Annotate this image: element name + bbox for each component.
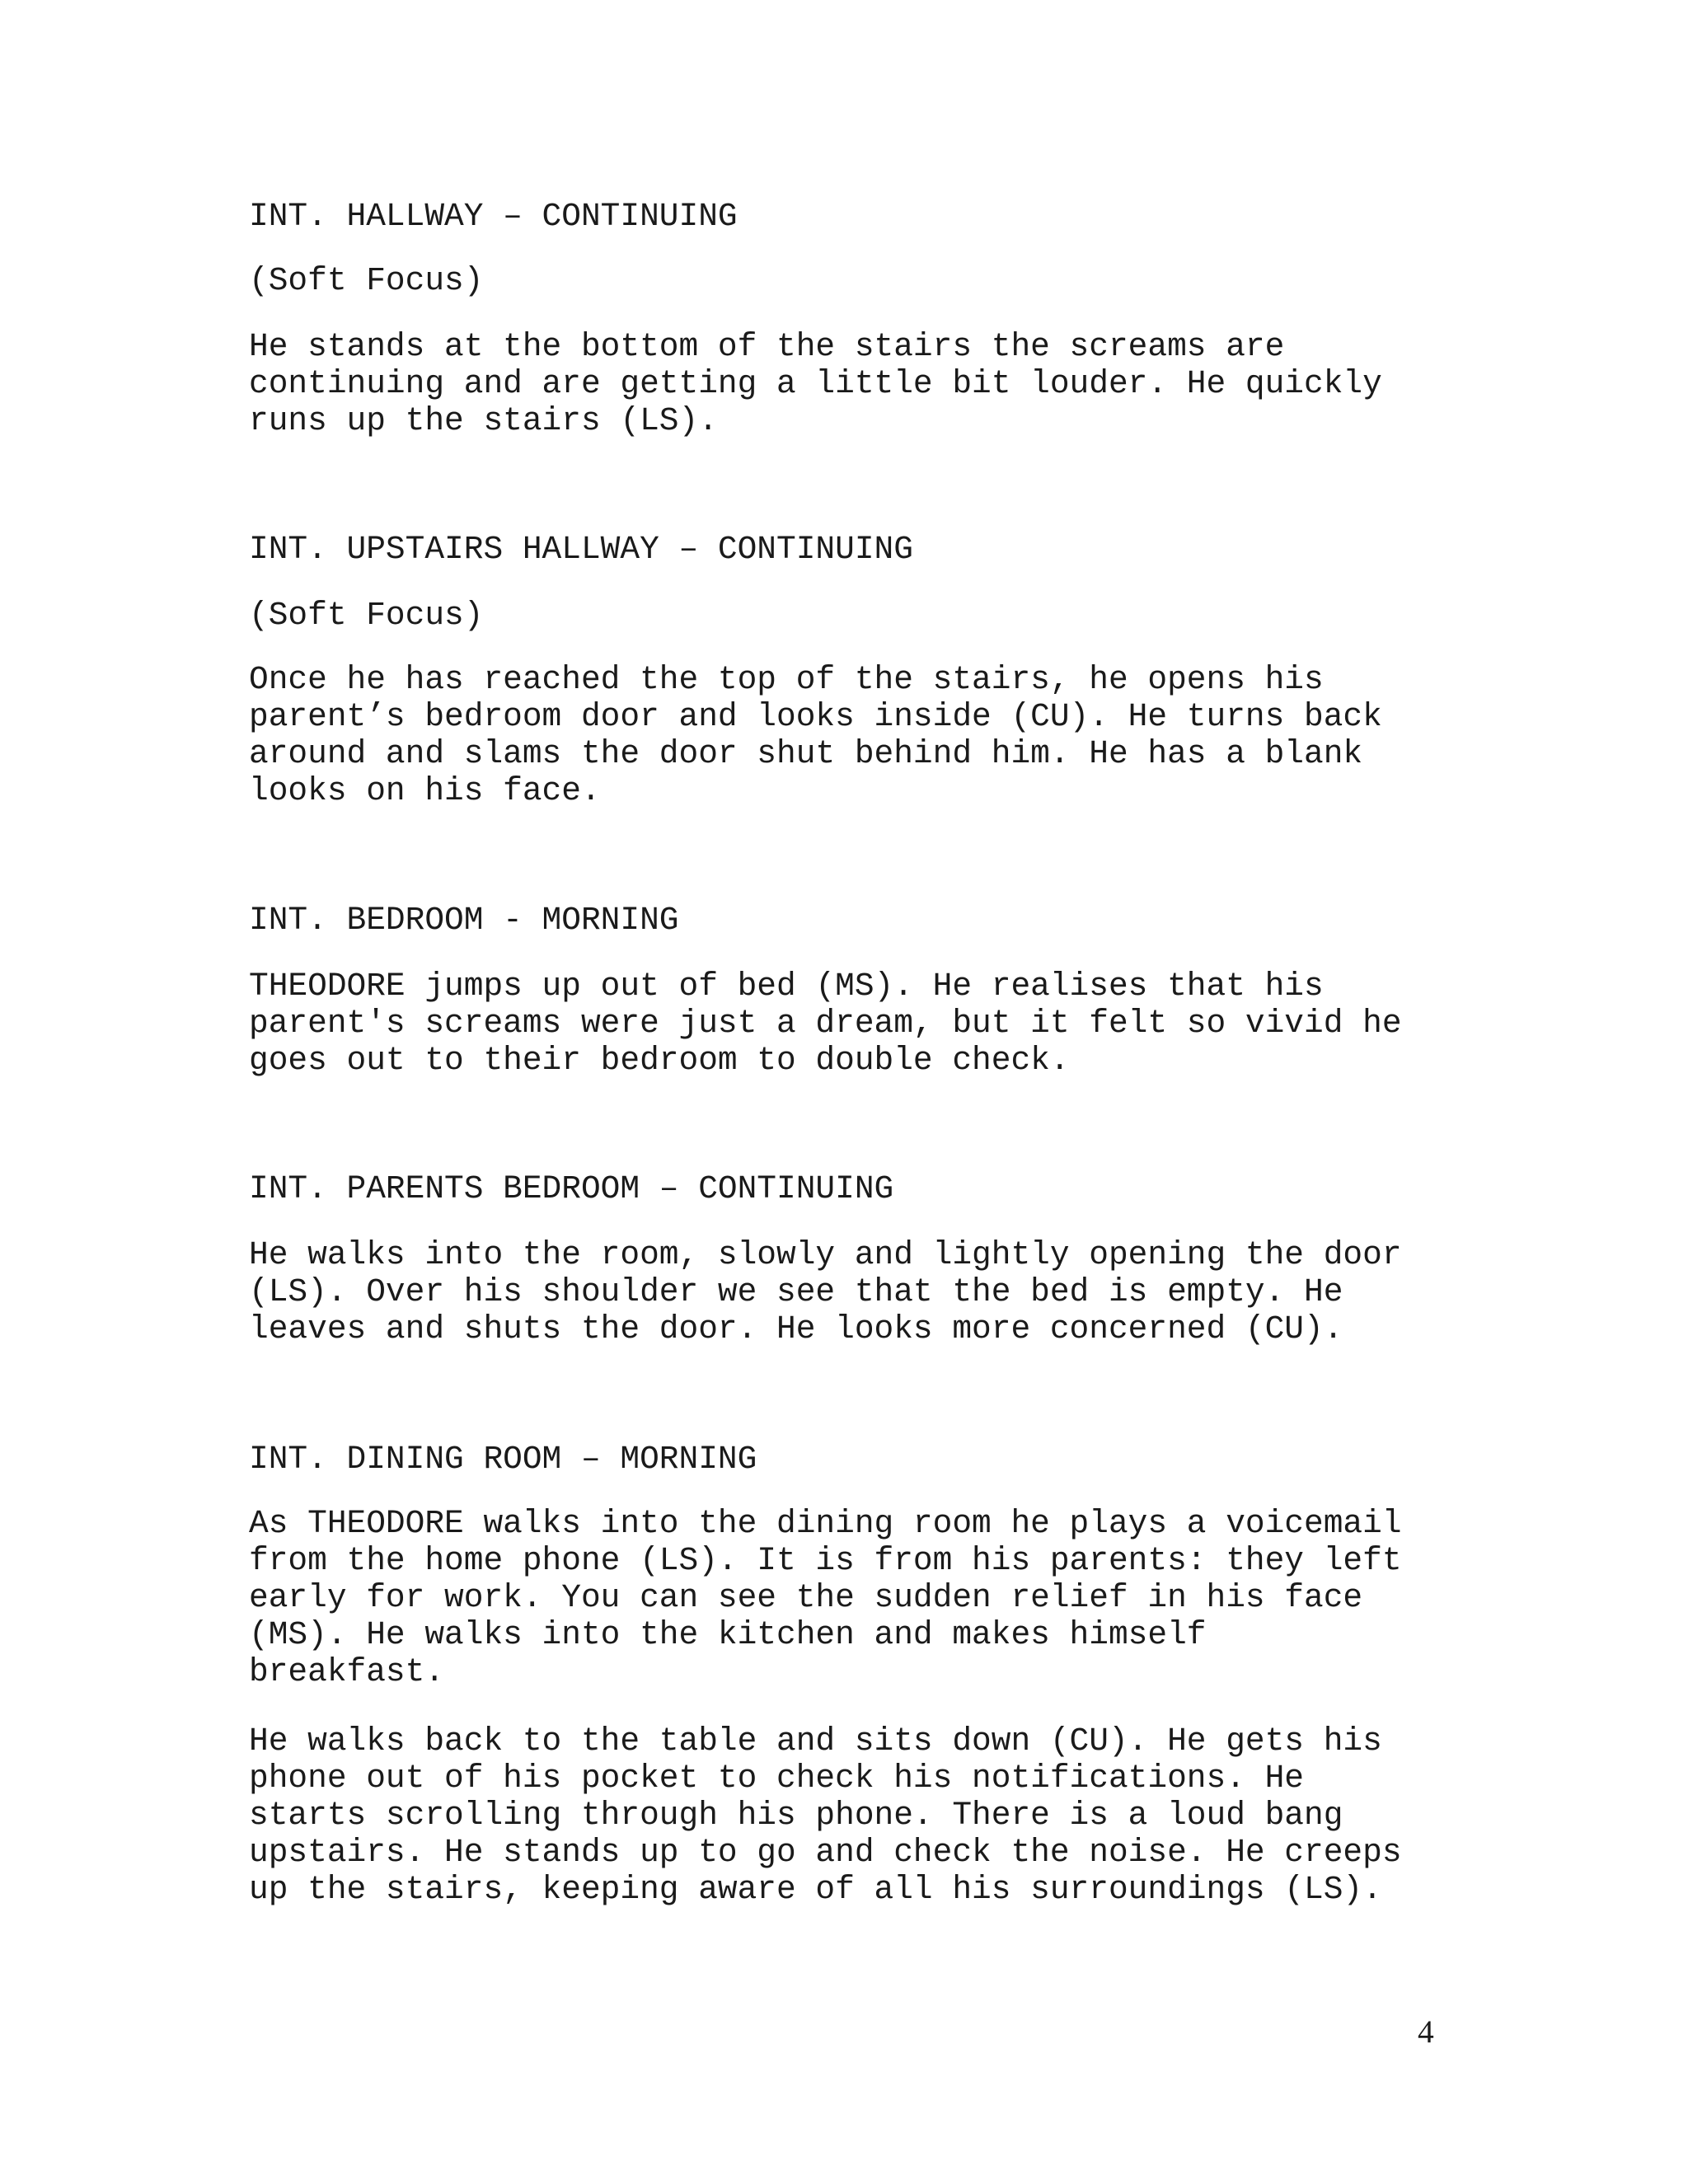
action-paragraph: He walks back to the table and sits down (CU). He gets his phone out of his pocket to check his notifications. He starts scrolling through his phone. There is a loud bang upstairs. He stands up to go and check the noise. He creeps up the stairs, keeping aware of all his surroundings (LS). <box>249 1722 1402 1908</box>
action-paragraph: As THEODORE walks into the dining room he plays a voicemail from the home phone (LS). It is from his parents: they left early for work. You can see the sudden relief in his face (MS). He walks into the kitchen and makes himself breakfast. <box>249 1505 1402 1690</box>
action-paragraph: He walks into the room, slowly and lightly opening the door (LS). Over his shoulder we see that the bed is empty. He leaves and shuts the door. He looks more concerned (CU). <box>249 1236 1402 1347</box>
scene-heading: INT. BEDROOM - MORNING <box>249 902 679 939</box>
action-paragraph: Once he has reached the top of the stairs, he opens his parent’s bedroom door and looks inside (CU). He turns back around and slams the door shut behind him. He has a blank looks on his face. <box>249 661 1382 809</box>
scene-note: (Soft Focus) <box>249 597 484 634</box>
scene-heading: INT. DINING ROOM – MORNING <box>249 1441 757 1478</box>
scene-heading: INT. PARENTS BEDROOM – CONTINUING <box>249 1170 894 1207</box>
action-paragraph: THEODORE jumps up out of bed (MS). He realises that his parent's screams were just a dream, but it felt so vivid he goes out to their bedroom to double check. <box>249 968 1402 1079</box>
page-number: 4 <box>1418 2013 1434 2050</box>
action-paragraph: He stands at the bottom of the stairs the screams are continuing and are getting a little bit louder. He quickly runs up the stairs (LS). <box>249 328 1382 439</box>
scene-note: (Soft Focus) <box>249 262 484 299</box>
scene-heading: INT. HALLWAY – CONTINUING <box>249 198 738 235</box>
scene-heading: INT. UPSTAIRS HALLWAY – CONTINUING <box>249 531 913 568</box>
